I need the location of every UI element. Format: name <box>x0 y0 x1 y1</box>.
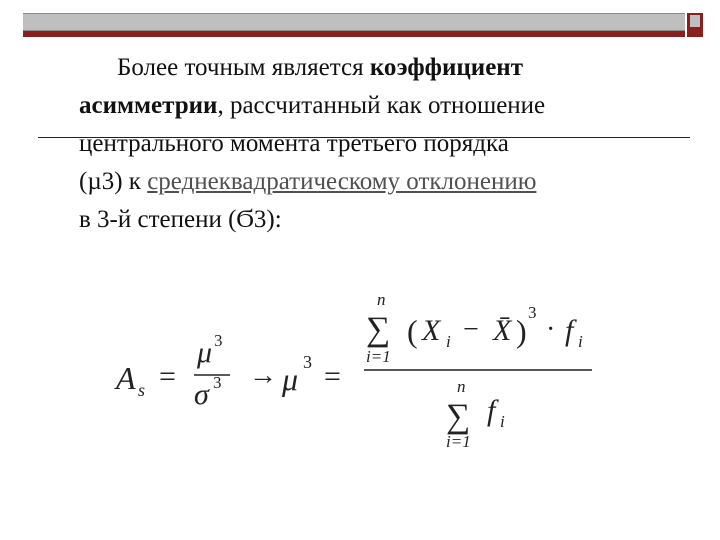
paragraph-line-5: в 3-й степени (Ϭ3): <box>79 206 282 233</box>
formula-mu-cube: 3 <box>214 331 223 350</box>
formula-f-var-denominator: f <box>487 394 496 427</box>
sum-upper-limit-denominator: n <box>457 377 466 396</box>
sum-upper-limit: n <box>377 290 386 309</box>
formula-f-subscript-denominator: i <box>500 412 505 431</box>
std-deviation-link[interactable]: среднеквадратическому отклонению <box>147 168 537 195</box>
paragraph-line-3: центрального момента третьего порядка <box>79 130 509 157</box>
formula-x-mean: X̄ <box>493 314 512 347</box>
formula-mu-numerator: μ <box>197 336 213 369</box>
sum-lower-limit-denominator: i=1 <box>446 432 471 451</box>
formula-equals-1: = <box>159 360 176 393</box>
formula-a-subscript: s <box>138 380 146 400</box>
formula-equals-2: = <box>324 360 341 393</box>
sum-symbol-denominator: ∑ <box>446 398 471 435</box>
formula-close-paren: ) <box>516 313 527 349</box>
formula-x-var: X <box>422 314 441 347</box>
formula-a-symbol: A <box>116 360 136 396</box>
sum-symbol-numerator: ∑ <box>366 311 391 348</box>
text-plain: (µ3) к <box>79 168 148 195</box>
formula-cdot: · <box>546 314 556 345</box>
formula-minus: − <box>463 314 479 345</box>
term-asymmetry: асимметрии <box>79 92 218 119</box>
text-plain: , рассчитанный как отношение <box>217 92 546 119</box>
formula-mu: μ <box>282 361 299 397</box>
formula-sigma-denominator: σ <box>194 378 209 411</box>
formula-f-var: f <box>565 314 574 347</box>
formula-x-subscript: i <box>446 332 451 351</box>
formula-sigma-cube: 3 <box>213 373 222 392</box>
text-plain: Более точным является <box>117 54 370 81</box>
formula-mu-exponent: 3 <box>303 352 312 372</box>
sum-lower-limit: i=1 <box>366 347 391 366</box>
formula-open-paren: ( <box>407 313 418 349</box>
term-coefficient: коэффициент <box>369 54 523 81</box>
formula-arrow: → <box>249 360 277 391</box>
formula-paren-exponent: 3 <box>528 303 537 322</box>
formula-f-subscript: i <box>578 332 583 351</box>
